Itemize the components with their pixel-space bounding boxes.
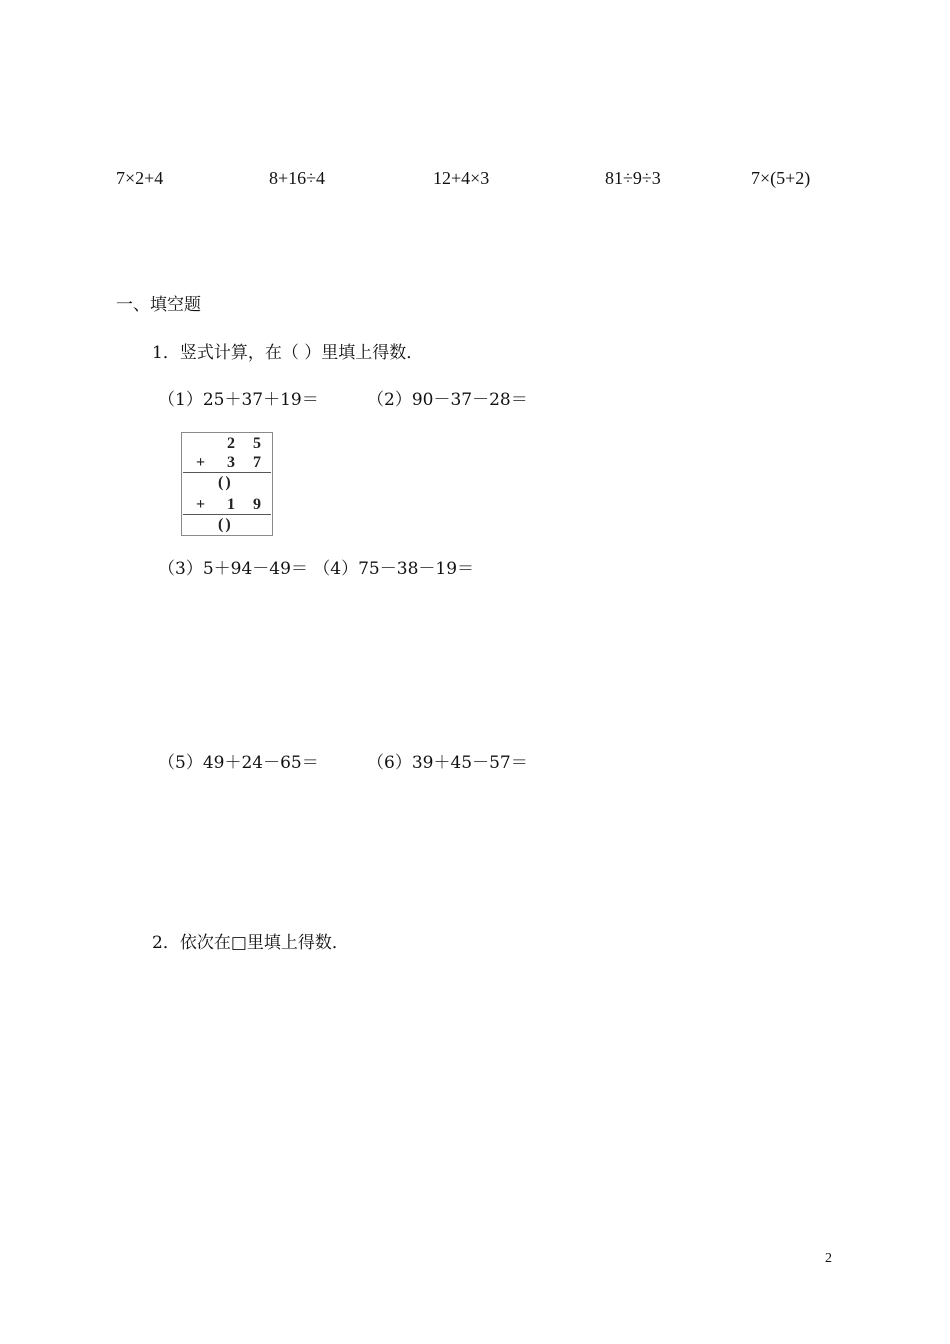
digit: 3 (227, 454, 235, 471)
section-title: 一、填空题 (116, 295, 201, 315)
expression-2: 8+16÷4 (269, 168, 326, 188)
digit: 5 (253, 435, 261, 452)
digit: 7 (253, 454, 261, 471)
plus-sign: + (196, 454, 206, 471)
digit: 1 (227, 496, 235, 513)
blank-parentheses: ( ) (218, 516, 230, 533)
question-1-item-5: （5）49＋24－65＝ (158, 753, 319, 773)
sum-line (183, 472, 271, 473)
vertical-calculation-figure (181, 432, 273, 536)
sum-line (183, 514, 271, 515)
question-1-item-6: （6）39＋45－57＝ (367, 753, 528, 773)
question-2-title: 2．依次在□里填上得数． (152, 933, 349, 953)
question-1-title: 1．竖式计算，在（ ）里填上得数． (152, 343, 424, 363)
question-1-items-3-4: （3）5＋94－49＝ （4）75－38－19＝ (158, 559, 475, 579)
question-1-item-1: （1）25＋37＋19＝ (158, 390, 319, 410)
digit: 2 (227, 435, 235, 452)
page-number: 2 (825, 1251, 832, 1266)
question-1-item-2: （2）90－37－28＝ (367, 390, 528, 410)
expression-1: 7×2+4 (116, 168, 164, 188)
expression-4: 81÷9÷3 (605, 168, 661, 188)
plus-sign: + (196, 496, 206, 513)
digit: 9 (253, 496, 261, 513)
expression-5: 7×(5+2) (751, 168, 811, 188)
blank-parentheses: ( ) (218, 474, 230, 491)
expression-3: 12+4×3 (433, 168, 490, 188)
